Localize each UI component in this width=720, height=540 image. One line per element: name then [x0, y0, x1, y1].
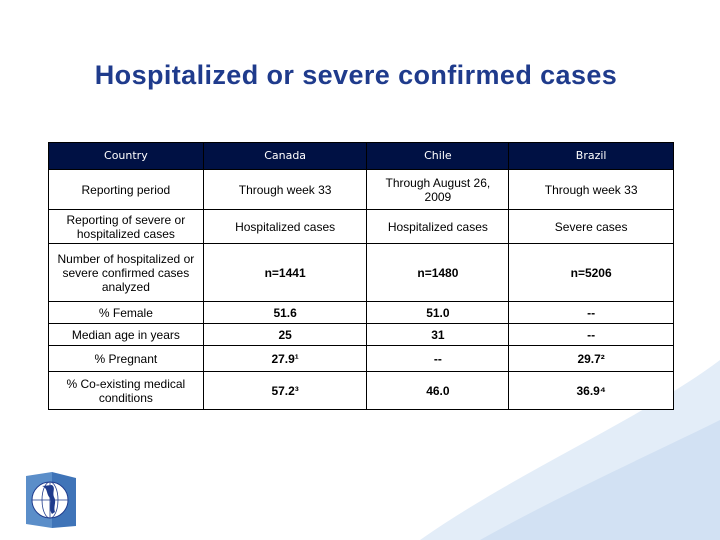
row-label: Reporting of severe or hospitalized cases	[49, 210, 204, 244]
canada-cell: Through week 33	[203, 170, 367, 210]
header-country: Country	[49, 143, 204, 170]
row-label: Median age in years	[49, 324, 204, 346]
brazil-cell: Severe cases	[509, 210, 674, 244]
slide-title: Hospitalized or severe confirmed cases	[94, 60, 618, 90]
brazil-cell: n=5206	[509, 244, 674, 302]
canada-cell: Hospitalized cases	[203, 210, 367, 244]
brazil-cell: 29.7²	[509, 346, 674, 372]
row-label: % Pregnant	[49, 346, 204, 372]
table-row	[49, 170, 674, 210]
chile-cell: 51.0	[367, 302, 509, 324]
canada-cell: 57.2³	[203, 372, 367, 410]
canada-cell: n=1441	[203, 244, 367, 302]
paho-globe-logo-icon	[22, 470, 80, 532]
table-row	[49, 372, 674, 410]
chile-cell: Through August 26, 2009	[367, 170, 509, 210]
brazil-cell: --	[509, 302, 674, 324]
table-row	[49, 346, 674, 372]
header-brazil: Brazil	[509, 143, 674, 170]
brazil-cell: Through week 33	[509, 170, 674, 210]
chile-cell: 46.0	[367, 372, 509, 410]
chile-cell: 31	[367, 324, 509, 346]
chile-cell: Hospitalized cases	[367, 210, 509, 244]
canada-cell: 27.9¹	[203, 346, 367, 372]
table-row	[49, 244, 674, 302]
canada-cell: 25	[203, 324, 367, 346]
cases-table	[48, 142, 674, 410]
table-row	[49, 210, 674, 244]
table-header-row	[49, 143, 674, 170]
table-row	[49, 324, 674, 346]
table-row	[49, 302, 674, 324]
canada-cell: 51.6	[203, 302, 367, 324]
chile-cell: n=1480	[367, 244, 509, 302]
header-canada: Canada	[203, 143, 367, 170]
row-label: Reporting period	[49, 170, 204, 210]
row-label: % Female	[49, 302, 204, 324]
chile-cell: --	[367, 346, 509, 372]
brazil-cell: 36.9⁴	[509, 372, 674, 410]
header-chile: Chile	[367, 143, 509, 170]
brazil-cell: --	[509, 324, 674, 346]
row-label: Number of hospitalized or severe confirmed cases analyzed	[49, 244, 204, 302]
row-label: % Co-existing medical conditions	[49, 372, 204, 410]
